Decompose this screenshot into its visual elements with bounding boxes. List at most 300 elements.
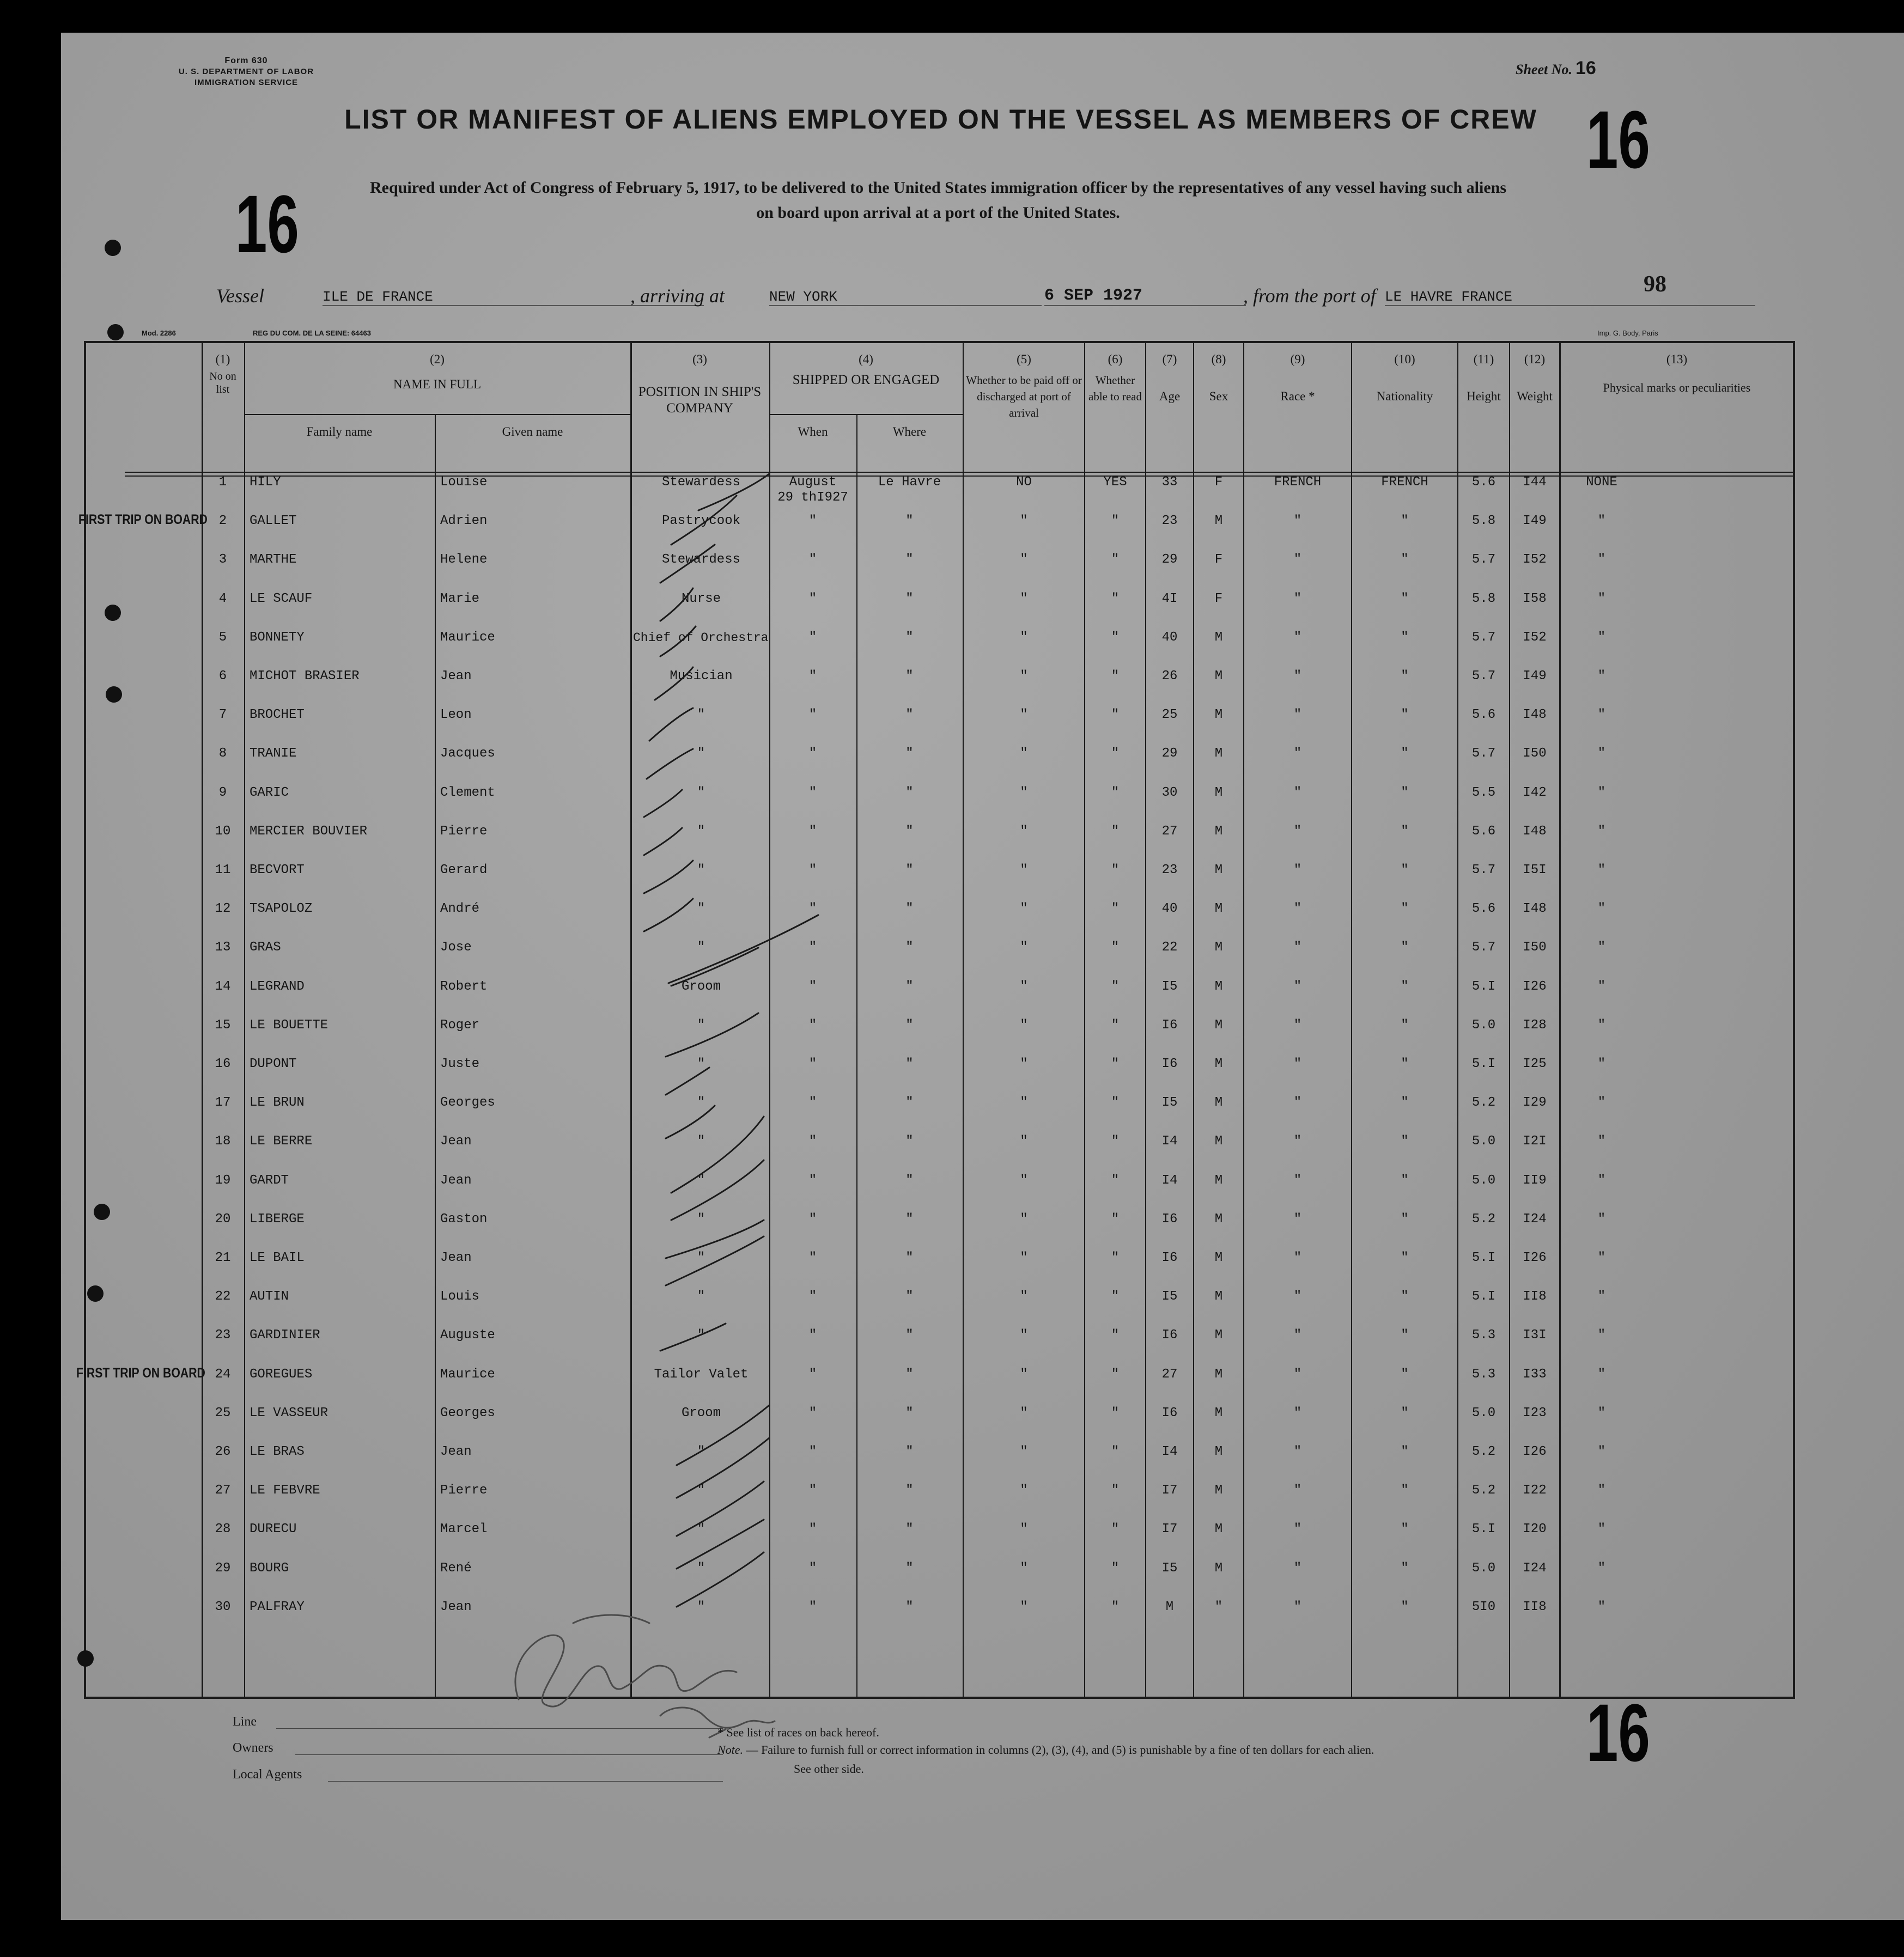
cell-where: " bbox=[905, 1134, 914, 1149]
cell-race: " bbox=[1293, 1018, 1302, 1033]
col13-header bbox=[1561, 351, 1793, 396]
cell-no: 11 bbox=[215, 863, 231, 877]
cell-family: LIBERGE bbox=[250, 1212, 305, 1227]
col6-number: (6) bbox=[1108, 352, 1123, 366]
cell-paid: " bbox=[1020, 1522, 1028, 1537]
cell-read: " bbox=[1111, 863, 1120, 877]
cell-given: Gaston bbox=[440, 1212, 488, 1227]
cell-no: 4 bbox=[218, 592, 227, 606]
cell-given: Jean bbox=[440, 1444, 472, 1459]
cell-where: " bbox=[905, 1600, 914, 1614]
cell-age: I4 bbox=[1161, 1444, 1178, 1459]
cell-age: 40 bbox=[1161, 630, 1178, 645]
cell-given: Marcel bbox=[440, 1522, 488, 1537]
subtitle-line-2: on board upon arrival at a port of the United States. bbox=[756, 204, 1120, 222]
col3-number: (3) bbox=[692, 352, 707, 366]
col5-number: (5) bbox=[1017, 352, 1031, 366]
cell-paid: " bbox=[1020, 552, 1028, 567]
cell-read: " bbox=[1111, 552, 1120, 567]
col12-number: (12) bbox=[1524, 352, 1546, 366]
cell-height: 5.I bbox=[1471, 1522, 1496, 1537]
cell-when: " bbox=[808, 552, 817, 567]
cell-given: Louis bbox=[440, 1289, 480, 1304]
cell-position: " bbox=[697, 824, 705, 839]
cell-position: Nurse bbox=[681, 592, 721, 606]
punch-hole bbox=[94, 1204, 110, 1220]
check-mark-icon bbox=[677, 1405, 769, 1465]
cell-family: LEGRAND bbox=[250, 979, 305, 994]
cell-no: 5 bbox=[218, 630, 227, 645]
cell-marks: " bbox=[1597, 1134, 1606, 1149]
cell-where: " bbox=[905, 1057, 914, 1071]
cell-weight: I48 bbox=[1523, 824, 1547, 839]
cell-weight: I44 bbox=[1523, 475, 1547, 490]
cell-race: " bbox=[1293, 592, 1302, 606]
cell-age: I6 bbox=[1161, 1057, 1178, 1071]
cell-where: " bbox=[905, 514, 914, 528]
cell-when: " bbox=[808, 1173, 817, 1188]
cell-no: 15 bbox=[215, 1018, 231, 1033]
cell-no: 3 bbox=[218, 552, 227, 567]
cell-nat: " bbox=[1401, 630, 1409, 645]
cell-given: Clement bbox=[440, 785, 495, 800]
cell-given: Louise bbox=[440, 475, 488, 490]
cell-given: Leon bbox=[440, 708, 472, 722]
cell-family: LE BRUN bbox=[250, 1095, 305, 1110]
cell-race: " bbox=[1293, 1095, 1302, 1110]
cell-position: " bbox=[697, 708, 705, 722]
cell-race: " bbox=[1293, 824, 1302, 839]
cell-marks: " bbox=[1597, 746, 1606, 761]
form-header bbox=[118, 56, 374, 88]
cell-weight: I28 bbox=[1523, 1018, 1547, 1033]
cell-position: " bbox=[697, 1328, 705, 1343]
departure-port: LE HAVRE FRANCE bbox=[1385, 289, 1755, 306]
cell-weight: I50 bbox=[1523, 746, 1547, 761]
cell-sex: M bbox=[1214, 708, 1223, 722]
cell-weight: I5I bbox=[1523, 863, 1547, 877]
cell-family: LE BRAS bbox=[250, 1444, 305, 1459]
cell-race: " bbox=[1293, 708, 1302, 722]
cell-age: I7 bbox=[1161, 1522, 1178, 1537]
cell-paid: " bbox=[1020, 1251, 1028, 1265]
cell-nat: " bbox=[1401, 824, 1409, 839]
cell-marks: " bbox=[1597, 552, 1606, 567]
cell-nat: " bbox=[1401, 592, 1409, 606]
cell-marks: NONE bbox=[1586, 475, 1617, 490]
department-name: U. S. DEPARTMENT OF LABOR bbox=[178, 67, 314, 76]
cell-family: LE FEBVRE bbox=[250, 1483, 320, 1498]
cell-race: FRENCH bbox=[1274, 475, 1322, 490]
cell-age: M bbox=[1165, 1600, 1174, 1614]
cell-age: 23 bbox=[1161, 863, 1178, 877]
cell-age: 25 bbox=[1161, 708, 1178, 722]
cell-sex: M bbox=[1214, 1483, 1223, 1498]
cell-paid: " bbox=[1020, 901, 1028, 916]
cell-marks: " bbox=[1597, 979, 1606, 994]
cell-weight: I22 bbox=[1523, 1483, 1547, 1498]
vessel-name: ILE DE FRANCE bbox=[323, 289, 704, 306]
cell-marks: " bbox=[1597, 1328, 1606, 1343]
cell-weight: I2I bbox=[1523, 1134, 1547, 1149]
cell-paid: " bbox=[1020, 592, 1028, 606]
cell-race: " bbox=[1293, 1251, 1302, 1265]
cell-read: " bbox=[1111, 1095, 1120, 1110]
cell-weight: I26 bbox=[1523, 1251, 1547, 1265]
manifest-sheet bbox=[61, 33, 1904, 1920]
cell-given: Georges bbox=[440, 1095, 495, 1110]
cell-paid: " bbox=[1020, 785, 1028, 800]
col8-number: (8) bbox=[1211, 352, 1226, 366]
cell-no: 19 bbox=[215, 1173, 231, 1188]
cell-where: " bbox=[905, 1173, 914, 1188]
cell-no: 12 bbox=[215, 901, 231, 916]
cell-position: " bbox=[697, 1251, 705, 1265]
cell-marks: " bbox=[1597, 708, 1606, 722]
cell-nat: " bbox=[1401, 1173, 1409, 1188]
punch-hole bbox=[107, 324, 124, 340]
page-title: LIST OR MANIFEST OF ALIENS EMPLOYED ON THE VESSEL AS MEMBERS OF CREW bbox=[344, 104, 1537, 135]
col4b-label: Where bbox=[892, 425, 927, 438]
cell-no: 8 bbox=[218, 746, 227, 761]
cell-nat: " bbox=[1401, 1483, 1409, 1498]
cell-height: 5.7 bbox=[1471, 940, 1496, 955]
col8-label: Sex bbox=[1209, 389, 1228, 403]
cell-sex: M bbox=[1214, 901, 1223, 916]
check-mark-icon bbox=[660, 588, 693, 621]
col4-number: (4) bbox=[859, 352, 873, 366]
check-mark-icon bbox=[660, 626, 696, 656]
cell-no: 20 bbox=[215, 1212, 231, 1227]
cell-marks: " bbox=[1597, 669, 1606, 684]
header-rule bbox=[125, 472, 1793, 473]
cell-family: HILY bbox=[250, 475, 281, 490]
col10-number: (10) bbox=[1394, 352, 1415, 366]
cell-position: " bbox=[697, 746, 705, 761]
cell-read: " bbox=[1111, 940, 1120, 955]
table-top-border bbox=[84, 341, 1795, 343]
cell-no: 14 bbox=[215, 979, 231, 994]
cell-family: LE BERRE bbox=[250, 1134, 313, 1149]
stamp-number-bottom: 16 bbox=[1586, 1687, 1650, 1778]
cell-read: " bbox=[1111, 1251, 1120, 1265]
cell-position: " bbox=[697, 1095, 705, 1110]
col9-number: (9) bbox=[1290, 352, 1305, 366]
cell-sex: M bbox=[1214, 1444, 1223, 1459]
cell-weight: I24 bbox=[1523, 1212, 1547, 1227]
cell-paid: " bbox=[1020, 1212, 1028, 1227]
cell-nat: " bbox=[1401, 1522, 1409, 1537]
cell-height: 5.8 bbox=[1471, 514, 1496, 528]
cell-family: BROCHET bbox=[250, 708, 305, 722]
check-mark-icon bbox=[649, 708, 693, 741]
cell-read: " bbox=[1111, 514, 1120, 528]
cell-race: " bbox=[1293, 1328, 1302, 1343]
cell-no: 6 bbox=[218, 669, 227, 684]
cell-read: " bbox=[1111, 1483, 1120, 1498]
cell-height: 5.7 bbox=[1471, 630, 1496, 645]
cell-race: " bbox=[1293, 552, 1302, 567]
cell-age: 27 bbox=[1161, 1367, 1178, 1382]
cell-sex: M bbox=[1214, 1018, 1223, 1033]
cell-read: " bbox=[1111, 1600, 1120, 1614]
cell-race: " bbox=[1293, 1289, 1302, 1304]
cell-when: " bbox=[808, 1018, 817, 1033]
cell-position: " bbox=[697, 1134, 705, 1149]
cell-marks: " bbox=[1597, 1212, 1606, 1227]
cell-age: I6 bbox=[1161, 1251, 1178, 1265]
cell-where: " bbox=[905, 785, 914, 800]
check-mark-icon bbox=[668, 915, 818, 983]
cell-age: 30 bbox=[1161, 785, 1178, 800]
cell-read: " bbox=[1111, 1522, 1120, 1537]
cell-nat: " bbox=[1401, 746, 1409, 761]
cell-sex: M bbox=[1214, 1367, 1223, 1382]
cell-given: Adrien bbox=[440, 514, 488, 528]
model-number: Mod. 2286 bbox=[142, 329, 176, 337]
cell-paid: " bbox=[1020, 514, 1028, 528]
cell-position: " bbox=[697, 1483, 705, 1498]
cell-sex: F bbox=[1214, 475, 1223, 490]
cell-paid: NO bbox=[1016, 475, 1032, 490]
check-mark-icon bbox=[666, 1013, 758, 1057]
cell-family: TSAPOLOZ bbox=[250, 901, 313, 916]
check-mark-icon bbox=[660, 1324, 726, 1351]
printer-name: Imp. G. Body, Paris bbox=[1597, 329, 1658, 337]
cell-race: " bbox=[1293, 901, 1302, 916]
col9-header bbox=[1244, 351, 1351, 405]
cell-paid: " bbox=[1020, 1173, 1028, 1188]
cell-sex: " bbox=[1214, 1600, 1223, 1614]
col11-label: Height bbox=[1467, 389, 1501, 403]
cell-given: Gerard bbox=[440, 863, 488, 877]
cell-height: 5.0 bbox=[1471, 1018, 1496, 1033]
cell-height: 5.6 bbox=[1471, 901, 1496, 916]
cell-race: " bbox=[1293, 1057, 1302, 1071]
cell-no: 16 bbox=[215, 1057, 231, 1071]
col12-label: Weight bbox=[1517, 389, 1553, 403]
cell-position: " bbox=[697, 1600, 705, 1614]
col4-label: SHIPPED OR ENGAGED bbox=[792, 373, 940, 387]
check-mark-icon bbox=[666, 1068, 709, 1095]
cell-read: " bbox=[1111, 1173, 1120, 1188]
cell-where: " bbox=[905, 1406, 914, 1420]
footer-penalty-note bbox=[717, 1743, 1600, 1757]
cell-height: 5.5 bbox=[1471, 785, 1496, 800]
check-mark-icon bbox=[698, 474, 769, 510]
check-mark-icon bbox=[655, 667, 693, 700]
footer-see-other: See other side. bbox=[794, 1762, 864, 1776]
cell-race: " bbox=[1293, 1406, 1302, 1420]
cell-marks: " bbox=[1597, 1289, 1606, 1304]
cell-race: " bbox=[1293, 979, 1302, 994]
col12-header bbox=[1510, 351, 1559, 405]
cell-when: " bbox=[808, 940, 817, 955]
cell-age: 29 bbox=[1161, 746, 1178, 761]
cell-height: 5.0 bbox=[1471, 1406, 1496, 1420]
cell-race: " bbox=[1293, 1522, 1302, 1537]
cell-no: 9 bbox=[218, 785, 227, 800]
cell-when: " bbox=[808, 1289, 817, 1304]
cell-position: Musician bbox=[670, 669, 733, 684]
sheet-number-label: Sheet No. bbox=[1516, 62, 1572, 77]
cell-no: 26 bbox=[215, 1444, 231, 1459]
cell-position: Pastrycook bbox=[661, 514, 741, 528]
cell-age: I5 bbox=[1161, 1095, 1178, 1110]
col2-number: (2) bbox=[430, 352, 445, 366]
cell-position: Groom bbox=[681, 979, 721, 994]
cell-sex: F bbox=[1214, 552, 1223, 567]
col13-label: Physical marks or peculiarities bbox=[1603, 381, 1751, 394]
punch-hole bbox=[105, 240, 121, 256]
cell-when: " bbox=[808, 1406, 817, 1420]
from-port-label: , from the port of bbox=[1243, 285, 1376, 307]
cell-nat: " bbox=[1401, 1018, 1409, 1033]
cell-height: 5.2 bbox=[1471, 1095, 1496, 1110]
cell-position: " bbox=[697, 1561, 705, 1576]
cell-weight: II9 bbox=[1523, 1173, 1547, 1188]
cell-where: " bbox=[905, 1212, 914, 1227]
cell-paid: " bbox=[1020, 669, 1028, 684]
col2a-label: Family name bbox=[306, 425, 373, 438]
form-number: Form 630 bbox=[224, 56, 268, 65]
cell-paid: " bbox=[1020, 1328, 1028, 1343]
cell-weight: I48 bbox=[1523, 901, 1547, 916]
cell-where: " bbox=[905, 1522, 914, 1537]
cell-no: 23 bbox=[215, 1328, 231, 1343]
cell-position: Stewardess bbox=[661, 475, 741, 490]
cell-where: " bbox=[905, 940, 914, 955]
cell-nat: " bbox=[1401, 940, 1409, 955]
cell-where: " bbox=[905, 1328, 914, 1343]
cell-nat: " bbox=[1401, 901, 1409, 916]
cell-given: Auguste bbox=[440, 1328, 495, 1343]
cell-race: " bbox=[1293, 514, 1302, 528]
cell-race: " bbox=[1293, 1444, 1302, 1459]
cell-no: 7 bbox=[218, 708, 227, 722]
cell-position: " bbox=[697, 863, 705, 877]
check-mark-icon bbox=[671, 496, 737, 545]
cell-read: " bbox=[1111, 1328, 1120, 1343]
col2-label: NAME IN FULL bbox=[393, 377, 481, 391]
check-mark-icon bbox=[671, 948, 758, 986]
cell-height: 5.I bbox=[1471, 1057, 1496, 1071]
cell-sex: M bbox=[1214, 863, 1223, 877]
arrival-port: NEW YORK bbox=[769, 289, 1042, 306]
cell-family: LE VASSEUR bbox=[250, 1406, 329, 1420]
cell-given: Marie bbox=[440, 592, 480, 606]
punch-hole bbox=[77, 1650, 94, 1667]
cell-given: Jean bbox=[440, 1600, 472, 1614]
vessel-label: Vessel bbox=[216, 285, 264, 307]
cell-where: " bbox=[905, 746, 914, 761]
cell-when: " bbox=[808, 863, 817, 877]
col4a-label: When bbox=[798, 425, 828, 438]
cell-sex: F bbox=[1214, 592, 1223, 606]
service-name: IMMIGRATION SERVICE bbox=[194, 78, 299, 87]
cell-marks: " bbox=[1597, 785, 1606, 800]
cell-age: 26 bbox=[1161, 669, 1178, 684]
cell-age: I5 bbox=[1161, 1289, 1178, 1304]
cell-given: Robert bbox=[440, 979, 488, 994]
cell-age: I5 bbox=[1161, 979, 1178, 994]
first-trip-annotation: FIRST TRIP ON BOARD bbox=[76, 1365, 205, 1381]
cell-no: 27 bbox=[215, 1483, 231, 1498]
cell-read: " bbox=[1111, 824, 1120, 839]
cell-paid: " bbox=[1020, 630, 1028, 645]
check-mark-icon bbox=[666, 1220, 764, 1258]
cell-height: 5.3 bbox=[1471, 1328, 1496, 1343]
cell-when: " bbox=[808, 1212, 817, 1227]
cell-where: " bbox=[905, 1483, 914, 1498]
cell-weight: I25 bbox=[1523, 1057, 1547, 1071]
cell-position: Chief of Orchestra bbox=[633, 631, 769, 645]
cell-when: " bbox=[808, 746, 817, 761]
cell-age: 22 bbox=[1161, 940, 1178, 955]
cell-family: TRANIE bbox=[250, 746, 297, 761]
cell-sex: M bbox=[1214, 1212, 1223, 1227]
cell-where: Le Havre bbox=[878, 475, 941, 490]
cell-race: " bbox=[1293, 1212, 1302, 1227]
cell-position: " bbox=[697, 1173, 705, 1188]
cell-age: I5 bbox=[1161, 1561, 1178, 1576]
cell-where: " bbox=[905, 863, 914, 877]
cell-weight: I52 bbox=[1523, 630, 1547, 645]
cell-sex: M bbox=[1214, 630, 1223, 645]
cell-marks: " bbox=[1597, 630, 1606, 645]
cell-read: " bbox=[1111, 785, 1120, 800]
cell-position: Tailor Valet bbox=[654, 1367, 749, 1382]
col-sep-2 bbox=[244, 341, 245, 1697]
cell-where: " bbox=[905, 1561, 914, 1576]
cell-no: 30 bbox=[215, 1600, 231, 1614]
cell-given: Maurice bbox=[440, 1367, 495, 1382]
name-subrule bbox=[244, 414, 630, 415]
cell-sex: M bbox=[1214, 1134, 1223, 1149]
cell-height: 5I0 bbox=[1471, 1600, 1496, 1614]
cell-paid: " bbox=[1020, 708, 1028, 722]
cell-position: " bbox=[697, 785, 705, 800]
check-mark-icon bbox=[644, 861, 693, 893]
cell-sex: M bbox=[1214, 669, 1223, 684]
cell-height: 5.0 bbox=[1471, 1561, 1496, 1576]
cell-position: " bbox=[697, 940, 705, 955]
cell-paid: " bbox=[1020, 863, 1028, 877]
cell-where: " bbox=[905, 1289, 914, 1304]
cell-position: " bbox=[697, 901, 705, 916]
cell-paid: " bbox=[1020, 1289, 1028, 1304]
cell-sex: M bbox=[1214, 785, 1223, 800]
cell-nat: " bbox=[1401, 552, 1409, 567]
cell-sex: M bbox=[1214, 1057, 1223, 1071]
col3-label: POSITION IN SHIP'S COMPANY bbox=[638, 385, 762, 416]
cell-when: " bbox=[808, 1522, 817, 1537]
cell-given: Juste bbox=[440, 1057, 480, 1071]
cell-given: Jean bbox=[440, 669, 472, 684]
cell-no: 1 bbox=[218, 475, 227, 490]
cell-family: BONNETY bbox=[250, 630, 305, 645]
cell-height: 5.6 bbox=[1471, 475, 1496, 490]
cell-given: Roger bbox=[440, 1018, 480, 1033]
cell-family: MARTHE bbox=[250, 552, 297, 567]
cell-weight: I24 bbox=[1523, 1561, 1547, 1576]
cell-race: " bbox=[1293, 940, 1302, 955]
cell-marks: " bbox=[1597, 1444, 1606, 1459]
table-right-border bbox=[1793, 341, 1795, 1699]
cell-family: PALFRAY bbox=[250, 1600, 305, 1614]
cell-age: 27 bbox=[1161, 824, 1178, 839]
cell-family: GARDT bbox=[250, 1173, 289, 1188]
